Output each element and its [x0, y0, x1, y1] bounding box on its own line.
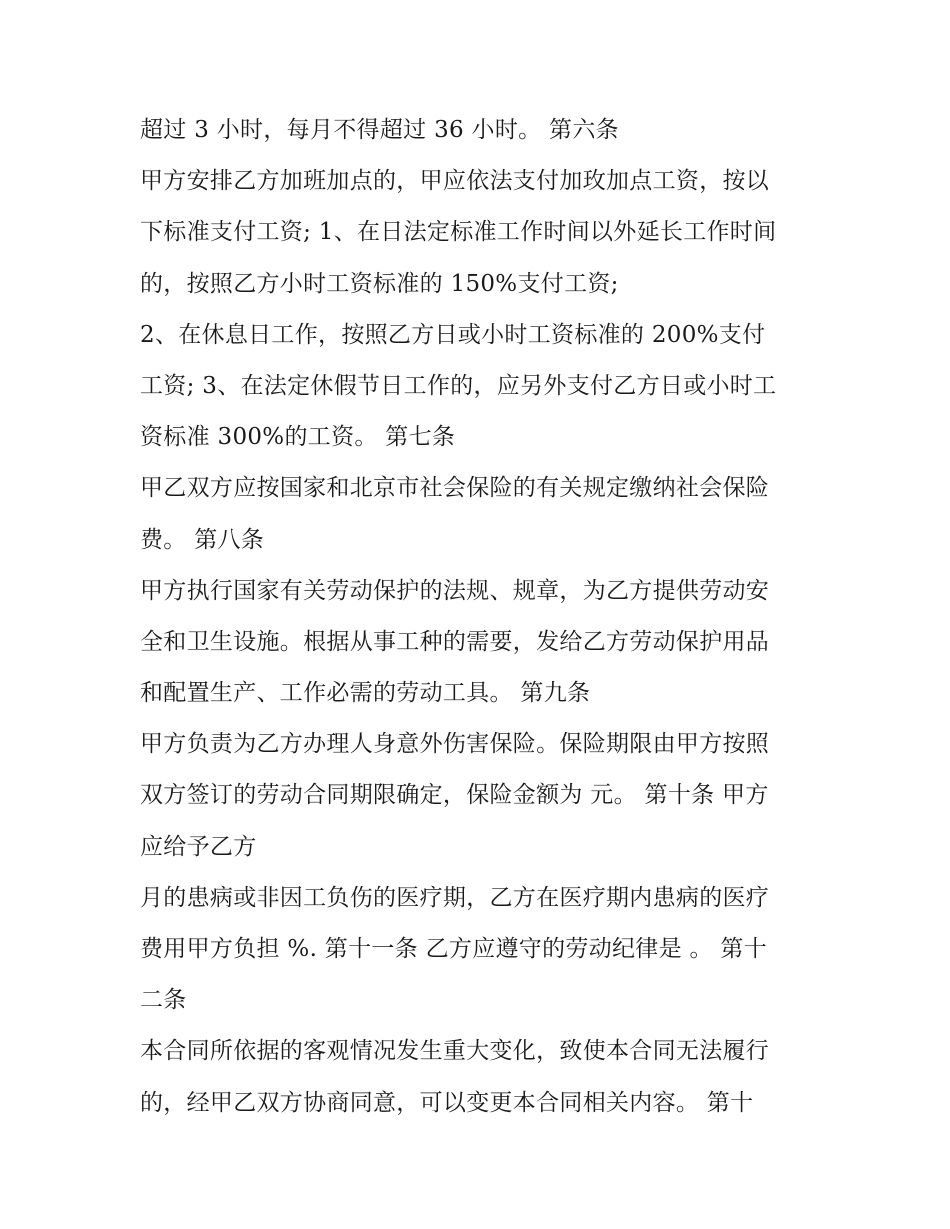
text-line: 甲方安排乙方加班加点的，甲应依法支付加玫加点工资，按以 — [140, 168, 770, 195]
text-line: 超过 3 小时，每月不得超过 36 小时。 第六条 — [140, 117, 619, 143]
text-line: 应给予乙方 — [140, 833, 257, 860]
contract-text-body — [140, 108, 820, 1132]
text-line: 全和卫生设施。根据从事工种的需要，发给乙方劳动保护用品 — [140, 628, 770, 655]
text-line: 下标准支付工资; 1、在日法定标准工作时间以外延长工作时间 — [140, 219, 777, 246]
text-line: 费。 第八条 — [140, 526, 265, 553]
text-line: 甲方执行国家有关劳动保护的法规、规章，为乙方提供劳动安 — [140, 577, 770, 604]
text-line: 甲方负责为乙方办理人身意外伤害保险。保险期限由甲方按照 — [140, 731, 770, 758]
text-line: 二条 — [140, 987, 187, 1014]
text-line: 2、在休息日工作，按照乙方日或小时工资标准的 200%支付 — [140, 321, 766, 348]
text-line: 月的患病或非因工负伤的医疗期，乙方在医疗期内患病的医疗 — [140, 884, 770, 911]
text-line: 甲乙双方应按国家和北京市社会保险的有关规定缴纳社会保险 — [140, 475, 770, 502]
text-line: 工资; 3、在法定休假节日工作的，应另外支付乙方日或小时工 — [140, 372, 777, 399]
text-line: 双方签订的劳动合同期限确定，保险金额为 元。 第十条 甲方 — [140, 782, 769, 809]
text-line: 资标准 300%的工资。 第七条 — [140, 424, 456, 451]
text-line: 的，按照乙方小时工资标准的 150%支付工资; — [140, 270, 619, 297]
text-line: 费用甲方负担 %. 第十一条 乙方应遵守的劳动纪律是 。 第十 — [140, 936, 768, 962]
text-line: 本合同所依据的客观情况发生重大变化，致使本合同无法履行 — [140, 1038, 770, 1065]
text-line: 的，经甲乙双方协商同意，可以变更本合同相关内容。 第十 — [140, 1089, 754, 1116]
text-line: 和配置生产、工作必需的劳动工具。 第九条 — [140, 680, 591, 707]
